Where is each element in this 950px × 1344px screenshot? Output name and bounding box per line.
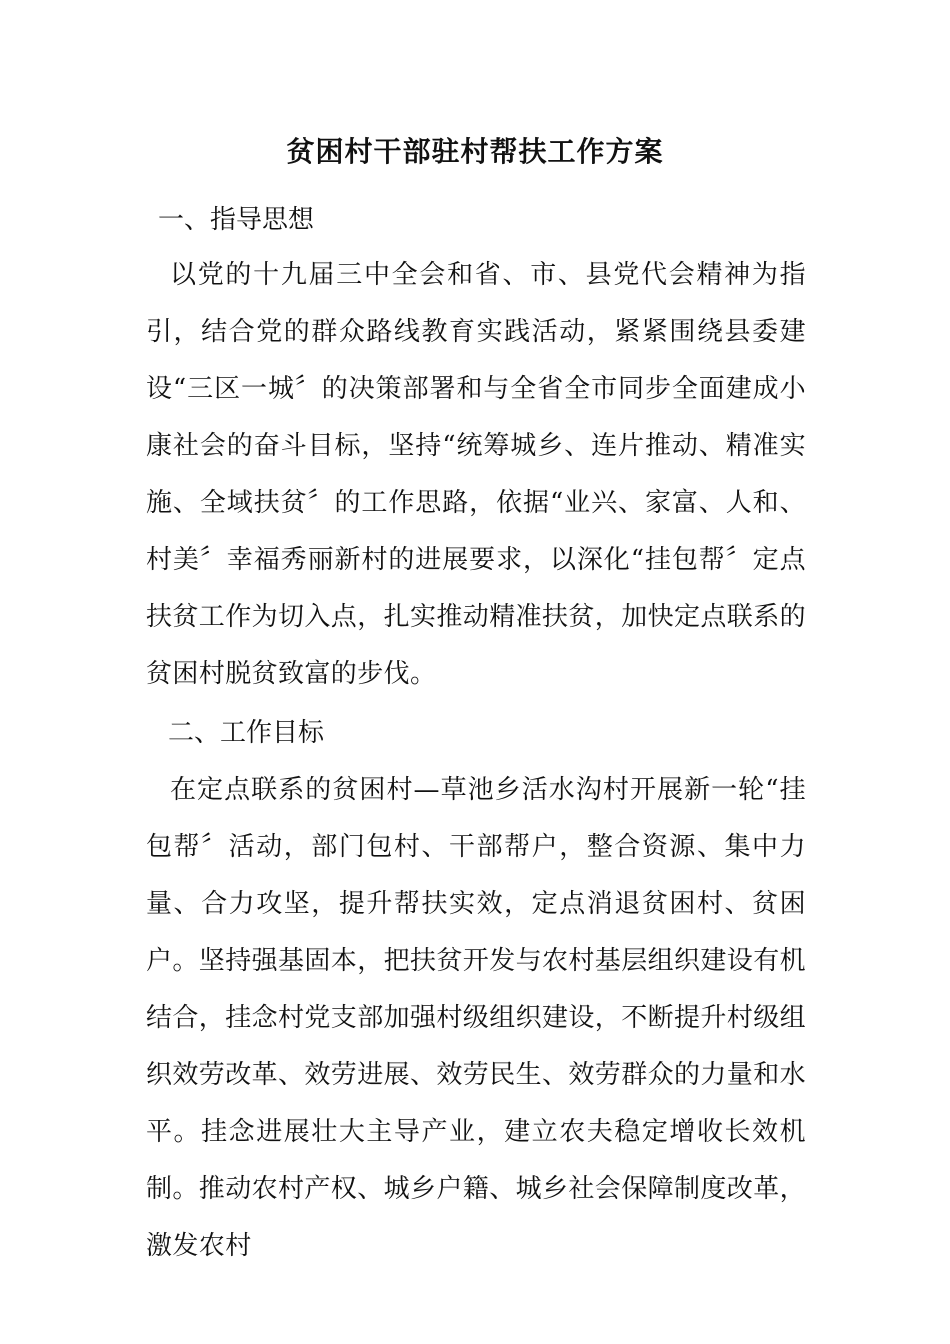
document-title: 贫困村干部驻村帮扶工作方案 xyxy=(286,135,664,168)
section-paragraph-work-goals: 在定点联系的贫困村—草池乡活水沟村开展新一轮“挂包帮〞活动，部门包村、干部帮户，整合资源、集中力量、合力攻坚，提升帮扶实效，定点消退贫困村、贫困户。坚持强基固本，把扶贫开发与农村基层组织建设有机结合，挂念村党支部加强村级组织建设，不断提升村级组织效劳改革、效劳进展、效劳民生、效劳群众的力量和水平。挂念进展壮大主导产业，建立农夫稳定增收长效机制。推动农村产权、城乡户籍、城乡社会保障制度改革，激发农村 xyxy=(146,775,807,1261)
section-heading-work-goals: 二、工作目标 xyxy=(168,718,325,748)
section-paragraph-guiding-ideology: 以党的十九届三中全会和省、市、县党代会精神为指引，结合党的群众路线教育实践活动，紧紧围绕县委建设“三区一城〞的决策部署和与全省全市同步全面建成小康社会的奋斗目标，坚持“统筹城乡、连片推动、精准实施、全域扶贫〞的工作思路，依据“业兴、家富、人和、村美〞幸福秀丽新村的进展要求，以深化“挂包帮〞定点扶贫工作为切入点，扎实推动精准扶贫，加快定点联系的贫困村脱贫致富的步伐。 xyxy=(146,260,807,689)
section-heading-guiding-ideology: 一、指导思想 xyxy=(158,205,315,235)
